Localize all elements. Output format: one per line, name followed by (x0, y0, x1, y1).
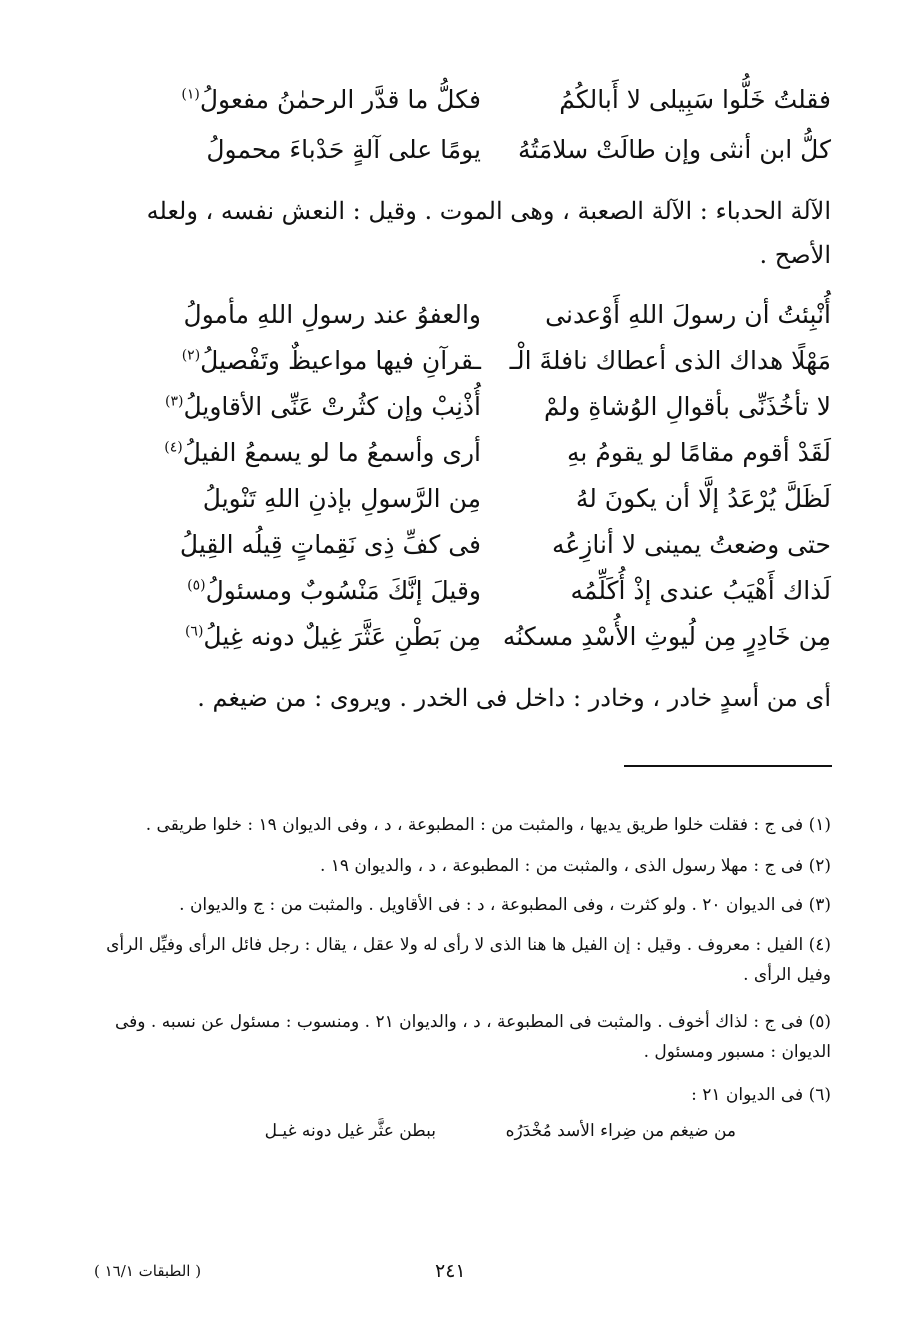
prose-paragraph: أى من أسدٍ خادر ، وخادر : داخل فى الخدر . ويروى : من ضيغم . (197, 684, 831, 712)
page-number: ٢٤١ (435, 1260, 466, 1282)
verse-first-hemistich: كلُّ ابن أنثى وإن طالَتْ سلامَتُهُ (517, 135, 831, 164)
verse-line (151, 78, 831, 122)
verse-first-hemistich: مِن خَادِرٍ مِن لُيوثِ الأُسْدِ مسكنُه (502, 622, 831, 651)
footnote: (٥) فى ج : لذاك أخوف . والمثبت فى المطبوعة ، د ، والديوان ٢١ . ومنسوب : مسئول عن نسبه . وفى الديوان : مسبور ومسئول . (115, 1012, 831, 1062)
verse-line (151, 293, 831, 337)
verse-second-hemistich (164, 431, 481, 475)
verse-second-hemistich (165, 385, 481, 429)
verse-first-hemistich: لَقَدْ أقوم مقامًا لو يقومُ بهِ (567, 438, 831, 467)
prose-paragraph: الآلة الحدباء : الآلة الصعبة ، وهى الموت . وقيل : النعش نفسه ، ولعله الأصح . (146, 197, 831, 269)
verse-second-hemistich (181, 78, 481, 122)
verse-second-text: مِن الرَّسولِ بإذنِ اللهِ تَنْويلُ (202, 484, 481, 513)
verse-second-text: والعفوُ عند رسولِ اللهِ مأمولُ (183, 300, 481, 329)
footnote-marker: (٤) (164, 439, 183, 456)
verse-second-text: ـقرآنِ فيها مواعيظٌ وتَفْصيلُ (200, 346, 481, 375)
verse-first-hemistich: أُنْبِئتُ أن رسولَ اللهِ أَوْعدنى (545, 300, 831, 329)
footnote: (٢) فى ج : مهلا رسول الذى ، والمثبت من : المطبوعة ، د ، والديوان ١٩ . (319, 856, 831, 876)
verse-first-hemistich: لَذاك أَهْيَبُ عندى إذْ أُكَلِّمُه (570, 576, 831, 605)
verse-second-hemistich (187, 569, 481, 613)
verse-second-text: أرى وأسمعُ ما لو يسمعُ الفيلُ (182, 438, 481, 467)
verse-second-hemistich (203, 477, 481, 521)
footnote-marker: (٦) (184, 623, 204, 640)
verse-line (151, 431, 831, 475)
verse-second-text: مِن بَطْنِ عَثَّرَ غِيلٌ دونه غِيلُ (203, 622, 481, 651)
verse-line (151, 477, 831, 521)
verse-second-hemistich (180, 523, 481, 567)
verse-second-text: يومًا على آلةٍ حَدْباءَ محمولُ (206, 135, 481, 164)
footnote-verse-second: ببطن عثَّر غيل دونه غيـل (264, 1121, 436, 1141)
footnote: (٣) فى الديوان ٢٠ . ولو كثرت ، وفى المطبوعة ، د : فى الأقاويل . والمثبت من : ج والديوان . (179, 895, 831, 915)
verse-line (151, 615, 831, 659)
footnote: (١) فى ج : فقلت خلوا طريق يديها ، والمثبت من : المطبوعة ، د ، وفى الديوان ١٩ : خلوا طريقى . (145, 815, 831, 835)
verse-line (151, 339, 831, 383)
footnote-separator (624, 765, 832, 767)
verse-line (151, 128, 831, 172)
footnote-marker: (٣) (164, 393, 184, 410)
verse-second-text: أُذْنِبْ وإن كثُرتْ عَنِّى الأقاويلُ (183, 392, 481, 421)
verse-second-hemistich (206, 128, 481, 172)
signature-mark: ( الطبقات ١٦/١ ) (94, 1262, 202, 1280)
verse-line (151, 385, 831, 429)
footnote-verse-first: من ضيغم من ضِراء الأسد مُخْدَرُه (505, 1121, 736, 1141)
footnote-marker: (١) (181, 86, 200, 103)
verse-first-hemistich: لا تأخُذَنِّى بأقوالِ الوُشاةِ ولمْ (543, 392, 831, 421)
verse-second-hemistich (184, 293, 481, 337)
verse-first-hemistich: حتى وضعتُ يمينى لا أنازِعُه (551, 530, 831, 559)
verse-second-hemistich (185, 615, 481, 659)
footnote: (٤) الفيل : معروف . وقيل : إن الفيل ها هنا الذى لا رأى له ولا عقل ، يقال : رجل فائل الرأى وفيِّل الرأى وفيل الرأى . (106, 935, 831, 985)
verse-second-hemistich (182, 339, 481, 383)
footnote-verse (176, 1116, 736, 1146)
verse-first-hemistich: مَهْلًا هداك الذى أعطاك نافلةَ الْـ (509, 346, 831, 375)
verse-line (151, 523, 831, 567)
footnote-marker: (٥) (187, 577, 206, 594)
verse-second-text: وقيلَ إنَّكَ مَنْسُوبٌ ومسئولُ (205, 576, 481, 605)
verse-second-text: فى كفِّ ذِى نَقِماتٍ قِيلُه القِيلُ (179, 530, 481, 559)
verse-line (151, 569, 831, 613)
verse-second-text: فكلُّ ما قدَّر الرحمٰنُ مفعولُ (199, 85, 481, 114)
verse-first-hemistich: لَظَلَّ يُرْعَدُ إلَّا أن يكونَ لهُ (575, 484, 831, 513)
verse-first-hemistich: فقلتُ خَلُّوا سَبِيلى لا أَبالكُمُ (559, 85, 831, 114)
footnote: (٦) فى الديوان ٢١ : (691, 1085, 831, 1105)
footnote-marker: (٢) (181, 347, 201, 364)
